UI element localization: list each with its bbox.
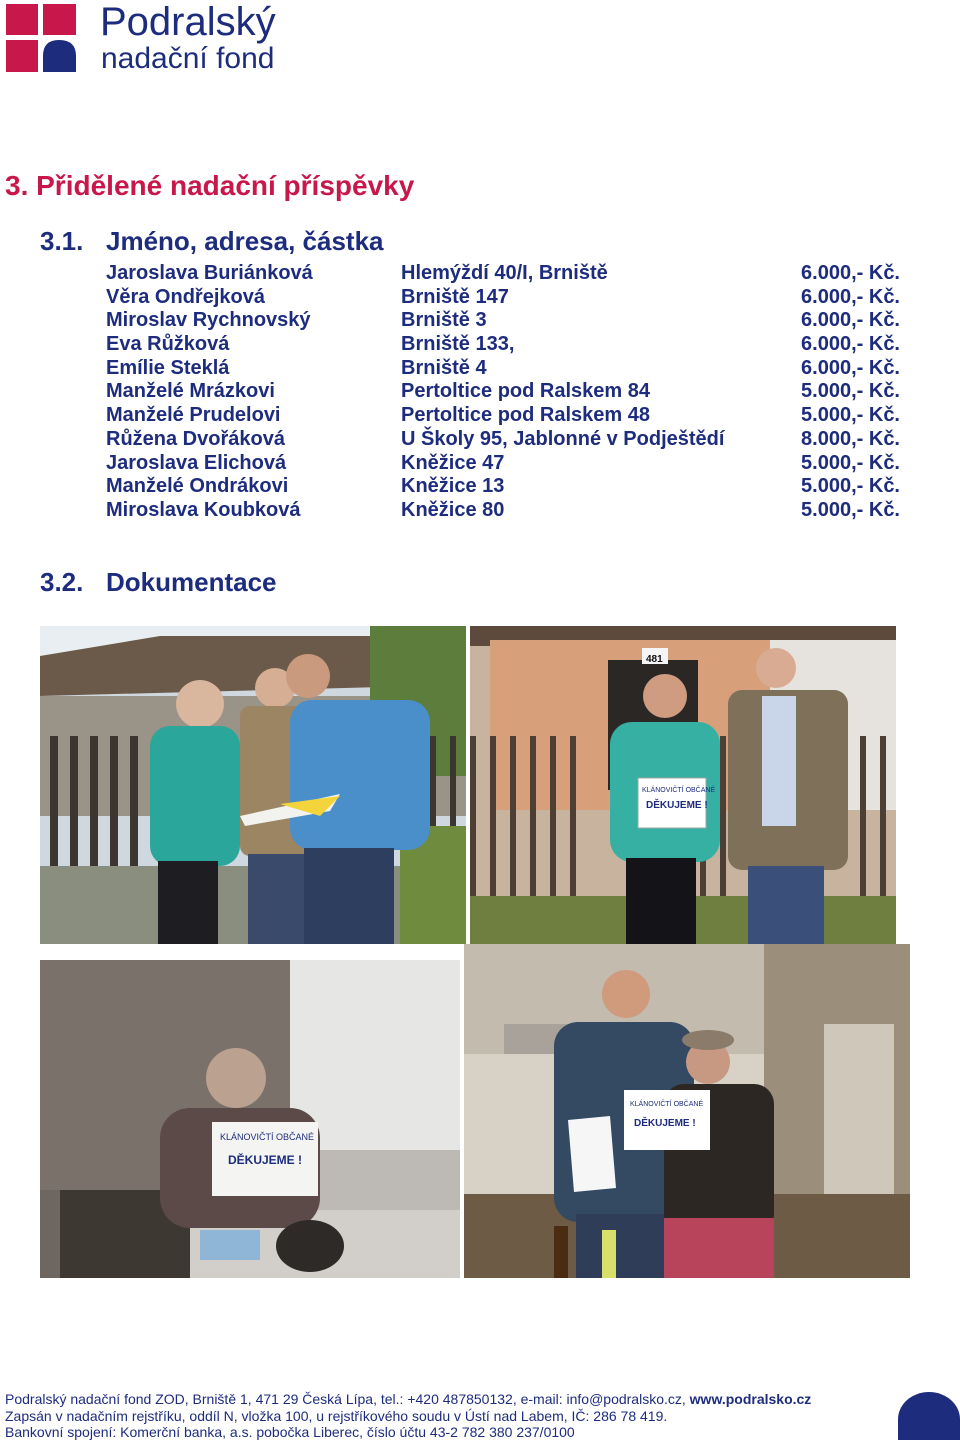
recipient-name: Růžena Dvořáková [106, 427, 285, 450]
recipient-amount: 6.000,- Kč. [801, 262, 900, 284]
recipient-amount: 6.000,- Kč. [801, 333, 900, 356]
recipient-address: Kněžice 47 [401, 451, 505, 474]
table-row [106, 474, 900, 498]
table-row [106, 285, 900, 309]
recipient-address: Hlemýždí 40/I, Brniště [401, 262, 608, 284]
table-row [106, 403, 900, 427]
recipient-address: Pertoltice pod Ralskem 84 [401, 380, 650, 403]
sign-line1-photo3: KLÁNOVIČTÍ OBČANÉ [220, 1132, 315, 1142]
photo-sign-house [470, 626, 896, 944]
table-row [106, 427, 900, 451]
recipient-address: Brniště 147 [401, 285, 509, 308]
recipient-name: Miroslav Rychnovský [106, 309, 311, 332]
recipient-address: Kněžice 13 [401, 475, 505, 498]
recipients-table [106, 261, 900, 522]
table-row [106, 356, 900, 380]
sign-line2-photo4: DĚKUJEME ! [634, 1118, 696, 1129]
subsection-heading-documentation [40, 567, 277, 598]
recipient-name: Jaroslava Elichová [106, 451, 287, 474]
photo-two-men-signs [464, 944, 910, 1278]
recipient-name: Emílie Steklá [106, 356, 230, 379]
table-row [106, 379, 900, 403]
subsection-heading-recipients [40, 226, 384, 257]
footer-address [5, 1391, 811, 1407]
recipient-amount: 6.000,- Kč. [801, 309, 900, 332]
subsection-number: 3.1. [40, 226, 84, 256]
footer-bank: Bankovní spojení: Komerční banka, a.s. pobočka Liberec, číslo účtu 43-2 782 380 237/0100 [5, 1424, 575, 1440]
brand-name: Podralský [100, 0, 276, 44]
logo-mark-icon [6, 4, 76, 72]
table-row [106, 451, 900, 475]
recipient-amount: 5.000,- Kč. [801, 380, 900, 403]
recipient-amount: 5.000,- Kč. [801, 475, 900, 498]
subsection-title: Jméno, adresa, částka [106, 226, 384, 256]
recipient-name: Miroslava Koubková [106, 498, 301, 521]
sign-line2-photo3: DĚKUJEME ! [228, 1153, 303, 1167]
recipient-amount: 5.000,- Kč. [801, 498, 900, 521]
table-row [106, 498, 900, 522]
recipient-amount: 5.000,- Kč. [801, 404, 900, 427]
section-title: 3. Přidělené nadační příspěvky [5, 170, 415, 201]
house-number-label: 481 [646, 654, 663, 665]
corner-decoration [898, 1392, 960, 1440]
sign-line2-photo2: DĚKUJEME ! [646, 800, 708, 811]
recipient-address: Kněžice 80 [401, 498, 505, 521]
subsection-title: Dokumentace [106, 567, 277, 597]
recipient-name: Eva Růžková [106, 333, 230, 356]
recipient-name: Jaroslava Buriánková [106, 262, 313, 284]
footer-line1-text: Podralský nadační fond ZOD, Brniště 1, 471 29 Česká Lípa, tel.: +420 487850132, e-mail: info@podralsko.cz, [5, 1391, 690, 1407]
table-row [106, 261, 900, 285]
recipient-amount: 5.000,- Kč. [801, 451, 900, 474]
logo [6, 4, 76, 77]
recipient-name: Manželé Mrázkovi [106, 380, 275, 403]
footer-website-link[interactable]: www.podralsko.cz [689, 1391, 812, 1407]
photo-meeting-outdoors [40, 626, 466, 944]
photo-indoor-woman [40, 960, 460, 1278]
recipient-amount: 6.000,- Kč. [801, 356, 900, 379]
table-row [106, 332, 900, 356]
brand-subtitle: nadační fond [101, 42, 275, 75]
sign-line1-photo2: KLÁNOVIČTÍ OBČANÉ [642, 787, 716, 794]
sign-line1-photo4: KLÁNOVIČTÍ OBČANÉ [630, 1101, 704, 1108]
subsection-number: 3.2. [40, 567, 84, 597]
recipient-amount: 8.000,- Kč. [801, 427, 900, 450]
recipient-address: U Školy 95, Jablonné v Podještědí [401, 427, 725, 450]
recipient-name: Manželé Prudelovi [106, 404, 281, 427]
table-row [106, 308, 900, 332]
recipient-address: Pertoltice pod Ralskem 48 [401, 404, 650, 427]
recipient-address: Brniště 4 [401, 356, 487, 379]
recipient-amount: 6.000,- Kč. [801, 285, 900, 308]
recipient-address: Brniště 3 [401, 309, 487, 332]
footer-registration: Zapsán v nadačním rejstříku, oddíl N, vložka 100, u rejstříkového soudu v Ústí nad Labem, IČ: 286 78 419. [5, 1408, 668, 1424]
recipient-address: Brniště 133, [401, 333, 515, 356]
recipient-name: Věra Ondřejková [106, 285, 265, 308]
recipient-name: Manželé Ondrákovi [106, 475, 289, 498]
